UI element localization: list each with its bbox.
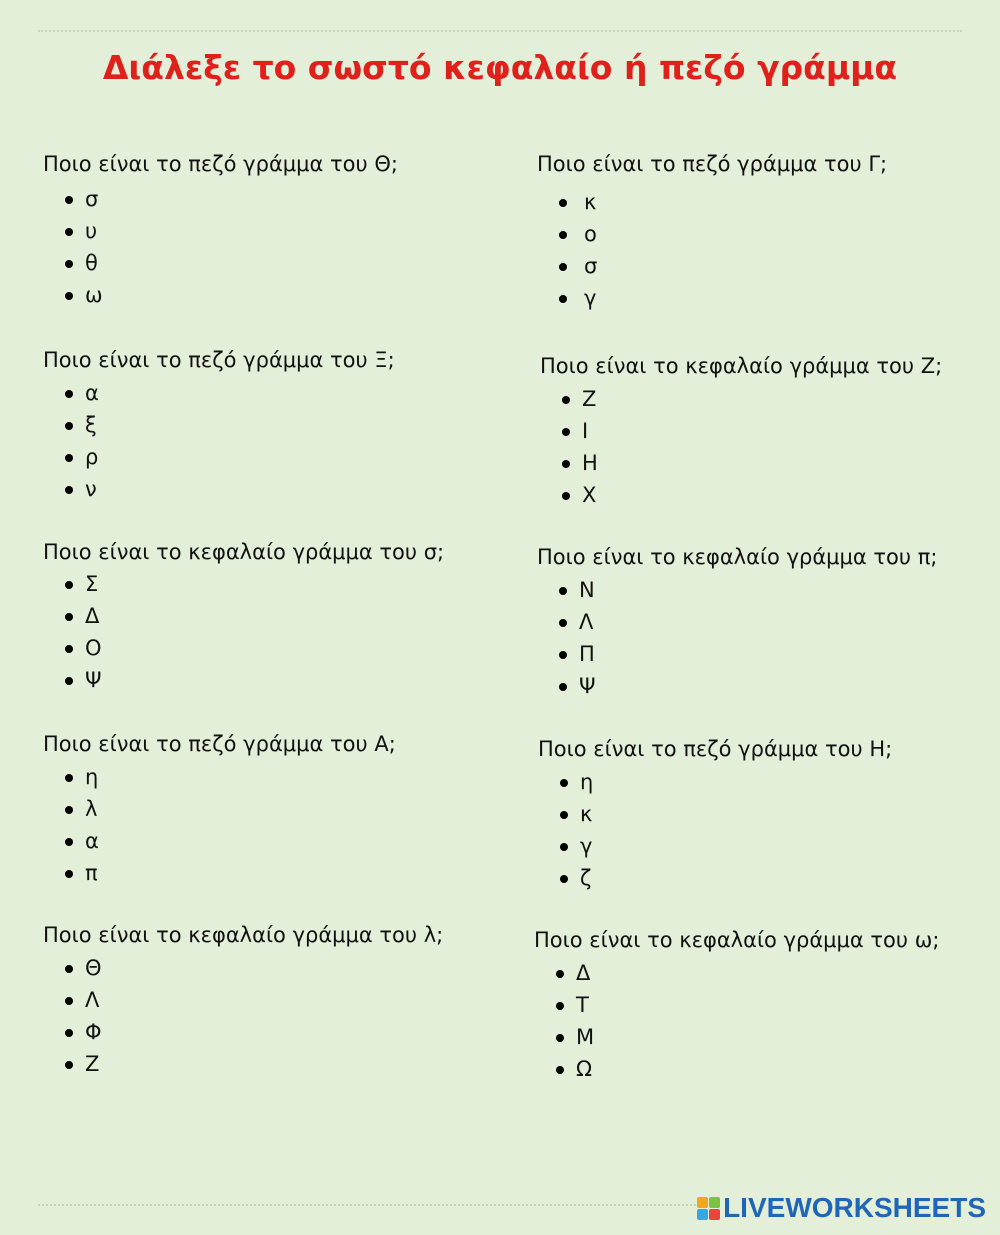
- answer-option[interactable]: α: [43, 377, 395, 409]
- question-text: Ποιο είναι το πεζό γράμμα του Ξ;: [43, 348, 395, 372]
- logo-tile: [709, 1197, 720, 1208]
- logo-tile: [697, 1209, 708, 1220]
- answer-list: [43, 761, 396, 889]
- question-5: [43, 539, 444, 696]
- answer-option[interactable]: α: [43, 825, 396, 857]
- answer-option[interactable]: Δ: [534, 957, 939, 989]
- answer-option[interactable]: ω: [43, 279, 398, 311]
- answer-option[interactable]: Σ: [43, 568, 444, 600]
- question-1: [43, 151, 398, 311]
- question-6: [537, 544, 937, 702]
- answer-option[interactable]: κ: [538, 798, 892, 830]
- answer-option[interactable]: ξ: [43, 409, 395, 441]
- answer-list: [43, 952, 443, 1080]
- answer-option[interactable]: η: [43, 761, 396, 793]
- answer-option[interactable]: ρ: [43, 441, 395, 473]
- answer-option[interactable]: Τ: [534, 989, 939, 1021]
- answer-list: [540, 383, 942, 511]
- answer-list: [537, 574, 937, 702]
- question-7: [43, 731, 396, 889]
- answer-list: [534, 957, 939, 1085]
- answer-list: [43, 377, 395, 505]
- question-text: Ποιο είναι το κεφαλαίο γράμμα του Ζ;: [540, 354, 943, 378]
- question-text: Ποιο είναι το πεζό γράμμα του Γ;: [537, 152, 888, 176]
- answer-option[interactable]: κ: [537, 186, 887, 218]
- answer-option[interactable]: λ: [43, 793, 396, 825]
- answer-option[interactable]: Μ: [534, 1021, 939, 1053]
- answer-option[interactable]: Ψ: [537, 670, 937, 702]
- answer-option[interactable]: γ: [538, 830, 892, 862]
- bottom-dotted-divider: [38, 1204, 700, 1206]
- logo-tile: [709, 1209, 720, 1220]
- question-text: Ποιο είναι το κεφαλαίο γράμμα του σ;: [43, 540, 445, 564]
- answer-option[interactable]: υ: [43, 215, 398, 247]
- question-text: Ποιο είναι το πεζό γράμμα του Η;: [538, 737, 893, 761]
- answer-option[interactable]: Λ: [43, 984, 443, 1016]
- answer-option[interactable]: η: [538, 766, 892, 798]
- answer-list: [538, 766, 892, 894]
- answer-option[interactable]: ν: [43, 473, 395, 505]
- answer-option[interactable]: θ: [43, 247, 398, 279]
- question-4: [540, 353, 942, 511]
- answer-option[interactable]: ο: [537, 218, 887, 250]
- question-text: Ποιο είναι το πεζό γράμμα του Θ;: [43, 152, 398, 176]
- answer-option[interactable]: Η: [540, 447, 942, 479]
- top-dotted-divider: [38, 30, 962, 32]
- answer-option[interactable]: Ζ: [43, 1048, 443, 1080]
- question-9: [43, 922, 443, 1080]
- answer-list: [43, 183, 398, 311]
- answer-option[interactable]: Δ: [43, 600, 444, 632]
- answer-option[interactable]: σ: [537, 250, 887, 282]
- answer-option[interactable]: Λ: [537, 606, 937, 638]
- question-2: [537, 151, 887, 314]
- answer-option[interactable]: σ: [43, 183, 398, 215]
- question-text: Ποιο είναι το κεφαλαίο γράμμα του λ;: [43, 923, 444, 947]
- liveworksheets-brand[interactable]: [697, 1192, 986, 1224]
- answer-option[interactable]: Ζ: [540, 383, 942, 415]
- answer-option[interactable]: π: [43, 857, 396, 889]
- answer-option[interactable]: Θ: [43, 952, 443, 984]
- answer-option[interactable]: Π: [537, 638, 937, 670]
- answer-option[interactable]: Ο: [43, 632, 444, 664]
- question-10: [534, 927, 939, 1085]
- answer-option[interactable]: Ι: [540, 415, 942, 447]
- answer-list: [43, 568, 444, 696]
- liveworksheets-logo-icon: [697, 1197, 720, 1220]
- answer-option[interactable]: Χ: [540, 479, 942, 511]
- answer-option[interactable]: Φ: [43, 1016, 443, 1048]
- answer-list: [537, 186, 887, 314]
- answer-option[interactable]: Ψ: [43, 664, 444, 696]
- answer-option[interactable]: γ: [537, 282, 887, 314]
- worksheet-title: Διάλεξε το σωστό κεφαλαίο ή πεζό γράμμα: [102, 48, 898, 87]
- logo-tile: [697, 1197, 708, 1208]
- question-text: Ποιο είναι το κεφαλαίο γράμμα του π;: [537, 545, 938, 569]
- brand-wordmark: LIVEWORKSHEETS: [723, 1192, 986, 1223]
- answer-option[interactable]: Ν: [537, 574, 937, 606]
- question-8: [538, 736, 892, 894]
- question-3: [43, 347, 395, 505]
- answer-option[interactable]: Ω: [534, 1053, 939, 1085]
- question-text: Ποιο είναι το κεφαλαίο γράμμα του ω;: [534, 928, 940, 952]
- answer-option[interactable]: ζ: [538, 862, 892, 894]
- question-text: Ποιο είναι το πεζό γράμμα του Α;: [43, 732, 396, 756]
